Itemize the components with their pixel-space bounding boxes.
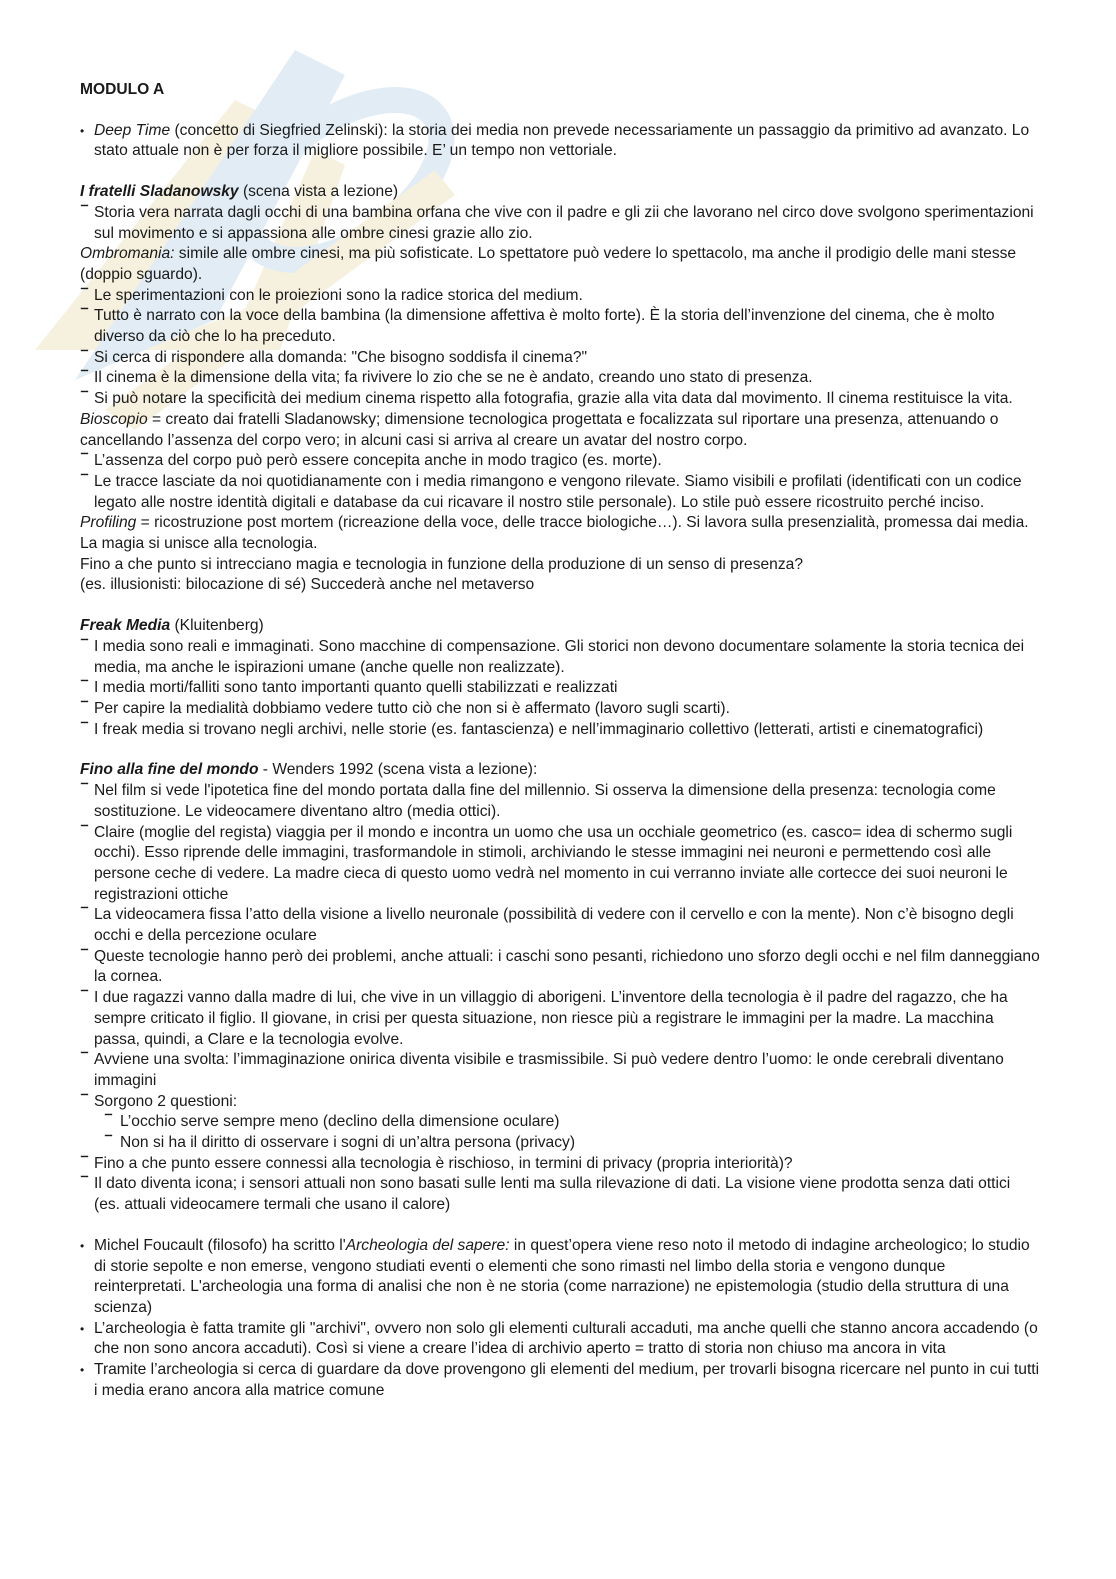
list-item: ⁻ Nel film si vede l'ipotetica fine del mondo portata dalla fine del millennio. Si osserva la dimensione della presenza: tecnologia come sostituzione. Le videocamere diventano altro (media ottici). xyxy=(80,781,1040,822)
foucault-item: • Michel Foucault (filosofo) ha scritto l'Archeologia del sapere: in quest’opera viene reso noto il metodo di indagine archeologico; lo studio di storie sepolte e non emerse, vengono studiati eventi o elementi che sono rimasti nel limbo della storia e vengono dunque reinterpretati. L'archeologia una forma di analisi che non è ne storia (come narrazione) ne epistemologia (studio della struttura di una scienza) xyxy=(80,1236,1040,1319)
sub-list-item: ⁻ L’occhio serve sempre meno (declino della dimensione oculare) xyxy=(104,1112,1040,1133)
list-item: ⁻ Il cinema è la dimensione della vita; fa rivivere lo zio che se ne è andato, creando uno stato di presenza. xyxy=(80,368,1040,389)
list-item: ⁻ L’assenza del corpo può però essere concepita anche in modo tragico (es. morte). xyxy=(80,451,1040,472)
list-item: ⁻ La videocamera fissa l’atto della visione a livello neuronale (possibilità di vedere con il cervello e con la mente). Non c’è bisogno degli occhi e della percezione oculare xyxy=(80,905,1040,946)
deep-time-item: • Deep Time (concetto di Siegfried Zelinski): la storia dei media non prevede necessariamente un passaggio da primitivo ad avanzato. Lo stato attuale non è per forza il migliore possibile. E’ un tempo non vettoriale. xyxy=(80,121,1040,162)
list-item: ⁻ I media sono reali e immaginati. Sono macchine di compensazione. Gli storici non devono documentare solamente la storia tecnica dei media, ma anche le ispirazioni umane (anche quelle non realizzate). xyxy=(80,637,1040,678)
question-line: Fino a che punto si intrecciano magia e tecnologia in funzione della produzione di un senso di presenza? xyxy=(80,555,803,573)
document-body xyxy=(80,80,1040,1401)
sladanowsky-heading: I fratelli Sladanowsky (scena vista a lezione) xyxy=(80,183,399,201)
list-item: ⁻ Fino a che punto essere connessi alla tecnologia è rischioso, in termini di privacy (propria interiorità)? xyxy=(80,1154,1040,1175)
list-item: ⁻ Le sperimentazioni con le proiezioni sono la radice storica del medium. xyxy=(80,286,1040,307)
list-item: ⁻ Sorgono 2 questioni: xyxy=(80,1092,1040,1113)
list-item: ⁻ I freak media si trovano negli archivi, nelle storie (es. fantascienza) e nell’immaginario collettivo (letterati, artisti e cinematografici) xyxy=(80,720,1040,741)
freak-media-heading: Freak Media (Kluitenberg) xyxy=(80,617,264,635)
list-item: ⁻ I media morti/falliti sono tanto importanti quanto quelli stabilizzati e realizzati xyxy=(80,678,1040,699)
fino-heading: Fino alla fine del mondo - Wenders 1992 (scena vista a lezione): xyxy=(80,761,538,779)
list-item: ⁻ Si può notare la specificità dei medium cinema rispetto alla fotografia, grazie alla vita data dal movimento. Il cinema restituisce la vita. xyxy=(80,389,1040,410)
bioscopio-paragraph: Bioscopio = creato dai fratelli Sladanowsky; dimensione tecnologica progettata e focalizzata sul riportare una presenza, attenuando o cancellando l’assenza del corpo vero; in alcuni casi si arriva al creare un avatar del nostro corpo. xyxy=(80,410,999,449)
list-item: ⁻ Tutto è narrato con la voce della bambina (la dimensione affettiva è molto forte). È la storia dell’invenzione del cinema, che è molto diverso da ciò che lo ha preceduto. xyxy=(80,306,1040,347)
list-item: ⁻ Avviene una svolta: l’immaginazione onirica diventa visibile e trasmissibile. Si può vedere dentro l’uomo: le onde cerebrali diventano immagini xyxy=(80,1050,1040,1091)
list-item: ⁻ Le tracce lasciate da noi quotidianamente con i media rimangono e vengono rilevate. Siamo visibili e profilati (identificati con un codice legato alle nostre identità digitali e database da cui ricavare il nostro stile personale). Lo stile può essere ricostruito perché inciso. xyxy=(80,472,1040,513)
sub-list-item: ⁻ Non si ha il diritto di osservare i sogni di un’altra persona (privacy) xyxy=(104,1133,1040,1154)
list-item: ⁻ Il dato diventa icona; i sensori attuali non sono basati sulle lenti ma sulla rilevazione di dati. La visione viene prodotta senza dati ottici (es. attuali videocamere termali che usano il calore) xyxy=(80,1174,1040,1215)
list-item: ⁻ Per capire la medialità dobbiamo vedere tutto ciò che non si è affermato (lavoro sugli scarti). xyxy=(80,699,1040,720)
example-line: (es. illusionisti: bilocazione di sé) Succederà anche nel metaverso xyxy=(80,576,535,594)
list-item: ⁻ Claire (moglie del regista) viaggia per il mondo e incontra un uomo che usa un occhiale geometrico (es. casco= idea di schermo sugli occhi). Esso riprende delle immagini, trasformandole in stimoli, archiviando le stesse immagini nei neuroni e permettendo così alle persone ceche di vedere. La madre cieca di questo uomo vedrà nel momento in cui verranno inviate alle cortecce dei suoi neuroni le registrazioni ottiche xyxy=(80,823,1040,906)
list-item: ⁻ Queste tecnologie hanno però dei problemi, anche attuali: i caschi sono pesanti, richiedono uno sforzo degli occhi e nel film danneggiano la cornea. xyxy=(80,947,1040,988)
archeology-item: • Tramite l’archeologia si cerca di guardare da dove provengono gli elementi del medium, per trovarli bisogna ricercare nel punto in cui tutti i media erano ancora alla matrice comune xyxy=(80,1360,1040,1401)
ombromania-paragraph: Ombromania: simile alle ombre cinesi, ma più sofisticate. Lo spettatore può vedere lo spettacolo, ma anche il prodigio delle mani stesse (doppio sguardo). xyxy=(80,245,1017,283)
archive-item: • L’archeologia è fatta tramite gli "archivi", ovvero non solo gli elementi culturali accaduti, ma anche quelli che stanno ancora accadendo (o che non sono ancora accaduti). Così si viene a creare l’idea di archivio aperto = tratto di storia non chiuso ma ancora in vita xyxy=(80,1319,1040,1360)
page-heading: MODULO A xyxy=(80,81,165,98)
list-item: ⁻ Si cerca di rispondere alla domanda: "Che bisogno soddisfa il cinema?" xyxy=(80,348,1040,369)
list-item: ⁻ I due ragazzi vanno dalla madre di lui, che vive in un villaggio di aborigeni. L’inventore della tecnologia è il padre del ragazzo, che ha sempre criticato il figlio. Il giovane, in crisi per questa situazione, non riesce più a registrare le immagini per la madre. La macchina passa, quindi, a Clare e la tecnologia evolve. xyxy=(80,988,1040,1050)
list-item: ⁻ Storia vera narrata dagli occhi di una bambina orfana che vive con il padre e gli zii che lavorano nel circo dove svolgono sperimentazioni sul movimento e si appassiona alle ombre cinesi grazie allo zio. xyxy=(80,203,1040,244)
profiling-paragraph: Profiling = ricostruzione post mortem (ricreazione della voce, delle tracce biologiche…). Si lavora sulla presenzialità, promessa dai media. La magia si unisce alla tecnologia. xyxy=(80,514,1029,553)
